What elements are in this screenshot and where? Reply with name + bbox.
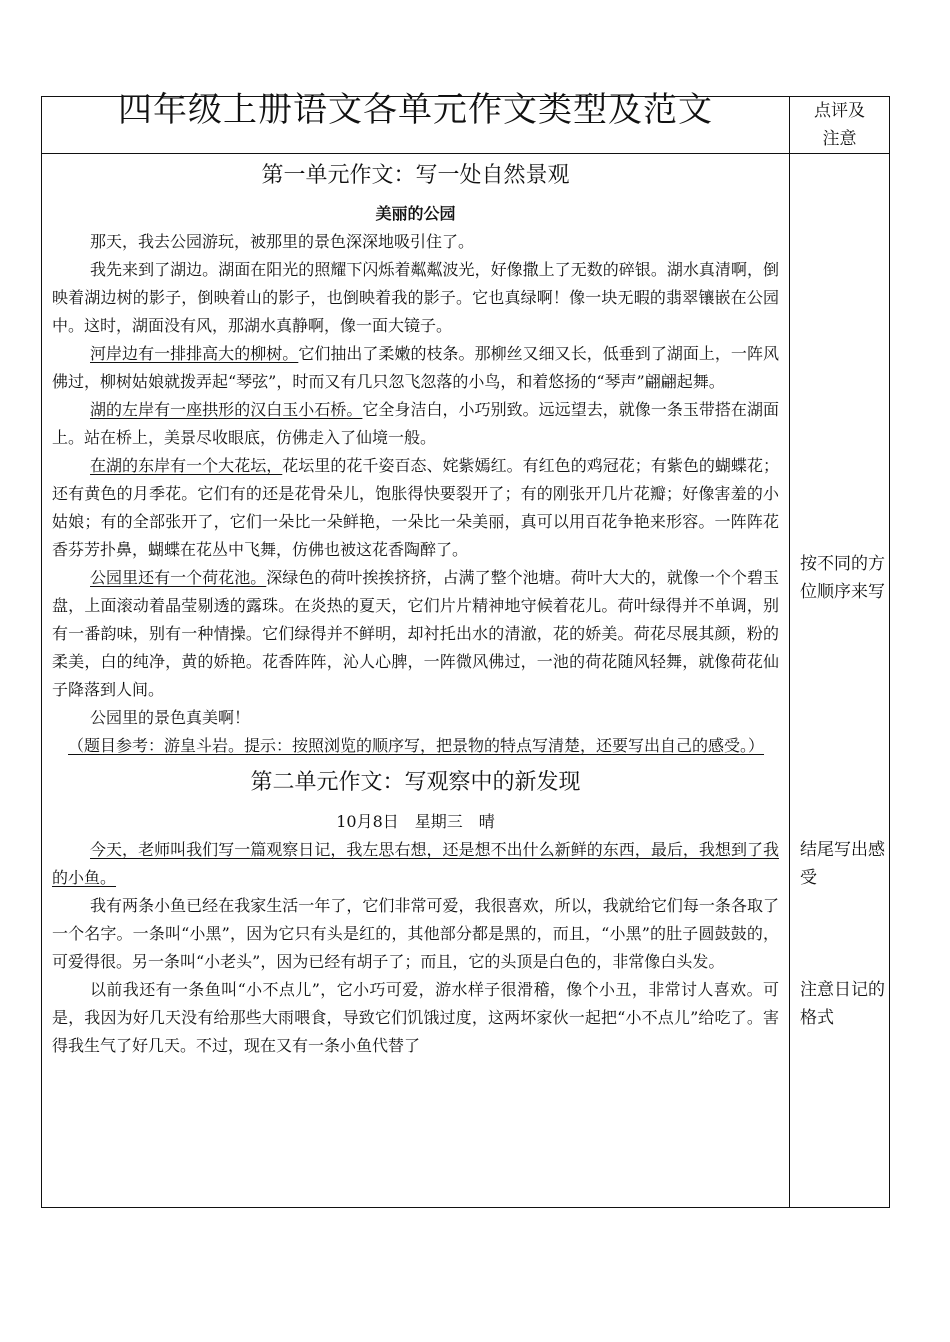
unit1-paragraph-6 — [42, 564, 789, 704]
topic-sentence-lotus-pond: 公园里还有一个荷花池。 — [90, 568, 267, 587]
essay-body — [42, 154, 789, 1060]
essay-body-cell — [42, 154, 790, 1208]
page-title: 四年级上册语文各单元作文类型及范文 — [118, 90, 713, 130]
note-header-cell — [790, 97, 890, 154]
unit1-paragraph-7: 公园里的景色真美啊！ — [90, 708, 251, 727]
unit1-paragraph-5 — [42, 452, 789, 564]
diary-date-line: 10月8日 星期三 晴 — [336, 812, 495, 831]
note-diary-format: 注意日记的格式 — [800, 980, 885, 1028]
unit2-heading: 第二单元作文：写观察中的新发现 — [250, 770, 581, 795]
unit1-paragraph-4-text: 它全身洁白，小巧别致。远远望去，就像一条玉带搭在湖面上。站在桥上，美景尽收眼底，仿佛走入了仙境一般。 — [52, 400, 779, 447]
note-header-line2: 注意 — [822, 129, 857, 149]
unit1-essay-title: 美丽的公园 — [375, 204, 456, 223]
essay-table — [41, 90, 890, 1208]
topic-sentence-willows: 河岸边有一排排高大的柳树。 — [90, 344, 299, 363]
notes-column — [790, 154, 890, 1208]
unit1-paragraph-3 — [42, 340, 789, 396]
unit2-paragraph-3: 以前我还有一条鱼叫“小不点儿”，它小巧可爱，游水样子很滑稽，像个小丑，非常讨人喜欢。可是，我因为好几天没有给那些大雨喂食，导致它们饥饿过度，这两坏家伙一起把“小不点儿”给吃了。害得我生气了好几天。不过，现在又有一条小鱼代替了 — [52, 980, 779, 1055]
unit2-paragraph-2: 我有两条小鱼已经在我家生活一年了，它们非常可爱，我很喜欢，所以，我就给它们每一条各取了一个名字。一条叫“小黑”，因为它只有头是红的，其他部分都是黑的，而且，“小黑”的肚子圆鼓鼓的，可爱得很。另一条叫“小老头”，因为已经有胡子了；而且，它的头顶是白色的，非常像白头发。 — [52, 896, 779, 971]
unit1-reference-note: （题目参考：游皇斗岩。提示：按照浏览的顺序写，把景物的特点写清楚，还要写出自己的感受。） — [68, 736, 765, 755]
unit1-paragraph-2: 我先来到了湖边。湖面在阳光的照耀下闪烁着粼粼波光，好像撒上了无数的碎银。湖水真清啊，倒映着湖边树的影子，倒映着山的影子，也倒映着我的影子。它也真绿啊！像一块无暇的翡翠镶嵌在公园中。这时，湖面没有风，那湖水真静啊，像一面大镜子。 — [52, 260, 779, 335]
title-cell — [42, 90, 790, 154]
unit2-paragraph-1: 今天，老师叫我们写一篇观察日记，我左思右想，还是想不出什么新鲜的东西，最后，我想到了我的小鱼。 — [52, 840, 779, 887]
unit1-paragraph-5-text: 花坛里的花千姿百态、姹紫嫣红。有红色的鸡冠花；有紫色的蝴蝶花；还有黄色的月季花。它们有的还是花骨朵儿，饱胀得快要裂开了；有的刚张开几片花瓣；好像害羞的小姑娘；有的全部张开了，它们一朵比一朵鲜艳，一朵比一朵美丽，真可以用百花争艳来形容。一阵阵花香芬芳扑鼻，蝴蝶在花丛中飞舞，仿佛也被这花香陶醉了。 — [52, 456, 779, 559]
unit1-heading: 第一单元作文：写一处自然景观 — [261, 163, 570, 188]
unit1-paragraph-3-text: 它们抽出了柔嫩的枝条。那柳丝又细又长，低垂到了湖面上，一阵风佛过，柳树姑娘就拨弄起“琴弦”，时而又有几只忽飞忽落的小鸟，和着悠扬的“琴声”翩翩起舞。 — [52, 344, 779, 391]
note-direction-order: 按不同的方位顺序来写 — [800, 554, 885, 602]
topic-sentence-bridge: 湖的左岸有一座拱形的汉白玉小石桥。 — [90, 400, 363, 419]
unit1-paragraph-6-text: 深绿色的荷叶挨挨挤挤，占满了整个池塘。荷叶大大的，就像一个个碧玉盘，上面滚动着晶莹剔透的露珠。在炎热的夏天，它们片片精神地守候着花儿。荷叶绿得并不单调，别有一番韵味，别有一种情操。它们绿得并不鲜明，却衬托出水的清澈，花的娇美。荷花尽展其颜，粉的柔美，白的纯净，黄的娇艳。花香阵阵，沁人心脾，一阵微风佛过，一池的荷花随风轻舞，就像荷花仙子降落到人间。 — [52, 568, 779, 699]
note-header-line1: 点评及 — [814, 101, 865, 121]
topic-sentence-flowerbed: 在湖的东岸有一个大花坛， — [90, 456, 283, 475]
unit1-paragraph-4 — [42, 396, 789, 452]
unit1-paragraph-1: 那天，我去公园游玩，被那里的景色深深地吸引住了。 — [90, 232, 475, 251]
note-ending-feelings: 结尾写出感受 — [800, 840, 885, 888]
